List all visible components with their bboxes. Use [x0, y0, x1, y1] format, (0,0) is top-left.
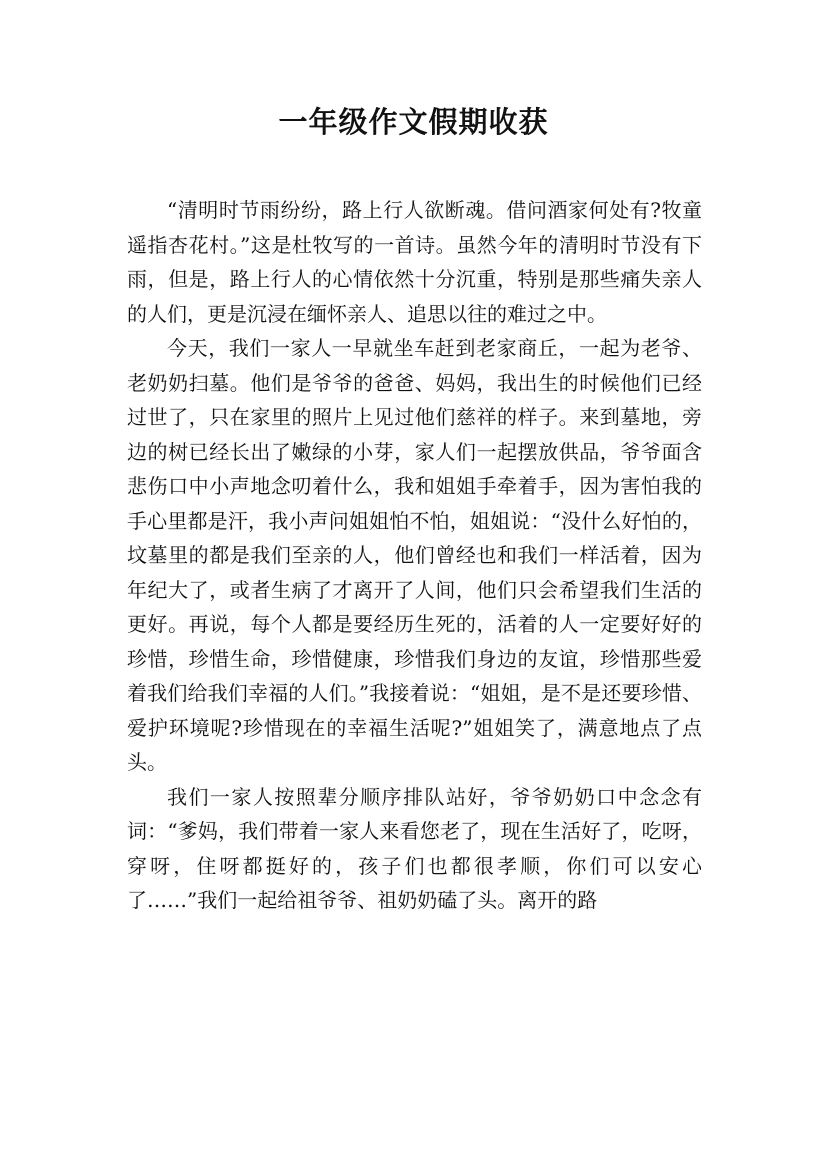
- document-body: [127, 193, 702, 918]
- paragraph-3: 我们一家人按照辈分顺序排队站好，爷爷奶奶口中念念有词：“爹妈，我们带着一家人来看您老了，现在生活好了，吃呀，穿呀，住呀都挺好的，孩子们也都很孝顺，你们可以安心了……”我们一起给祖爷爷、祖奶奶磕了头。离开的路: [127, 784, 702, 912]
- page-title: 一年级作文假期收获: [278, 105, 549, 139]
- paragraph-2: 今天，我们一家人一早就坐车赶到老家商丘，一起为老爷、老奶奶扫墓。他们是爷爷的爸爸、妈妈，我出生的时候他们已经过世了，只在家里的照片上见过他们慈祥的样子。来到墓地，旁边的树已经长出了嫩绿的小芽，家人们一起摆放供品，爷爷面含悲伤口中小声地念叨着什么，我和姐姐手牵着手，因为害怕我的手心里都是汗，我小声问姐姐怕不怕，姐姐说：“没什么好怕的，坟墓里的都是我们至亲的人，他们曾经也和我们一样活着，因为年纪大了，或者生病了才离开了人间，他们只会希望我们生活的更好。再说，每个人都是要经历生死的，活着的人一定要好好的珍惜，珍惜生命，珍惜健康，珍惜我们身边的友谊，珍惜那些爱着我们给我们幸福的人们。”我接着说：“姐姐，是不是还要珍惜、爱护环境呢?珍惜现在的幸福生活呢?”姐姐笑了，满意地点了点头。: [127, 336, 702, 774]
- paragraph-1: “清明时节雨纷纷，路上行人欲断魂。借问酒家何处有?牧童遥指杏花村。”这是杜牧写的一首诗。虽然今年的清明时节没有下雨，但是，路上行人的心情依然十分沉重，特别是那些痛失亲人的人们，更是沉浸在缅怀亲人、追思以往的难过之中。: [127, 198, 702, 326]
